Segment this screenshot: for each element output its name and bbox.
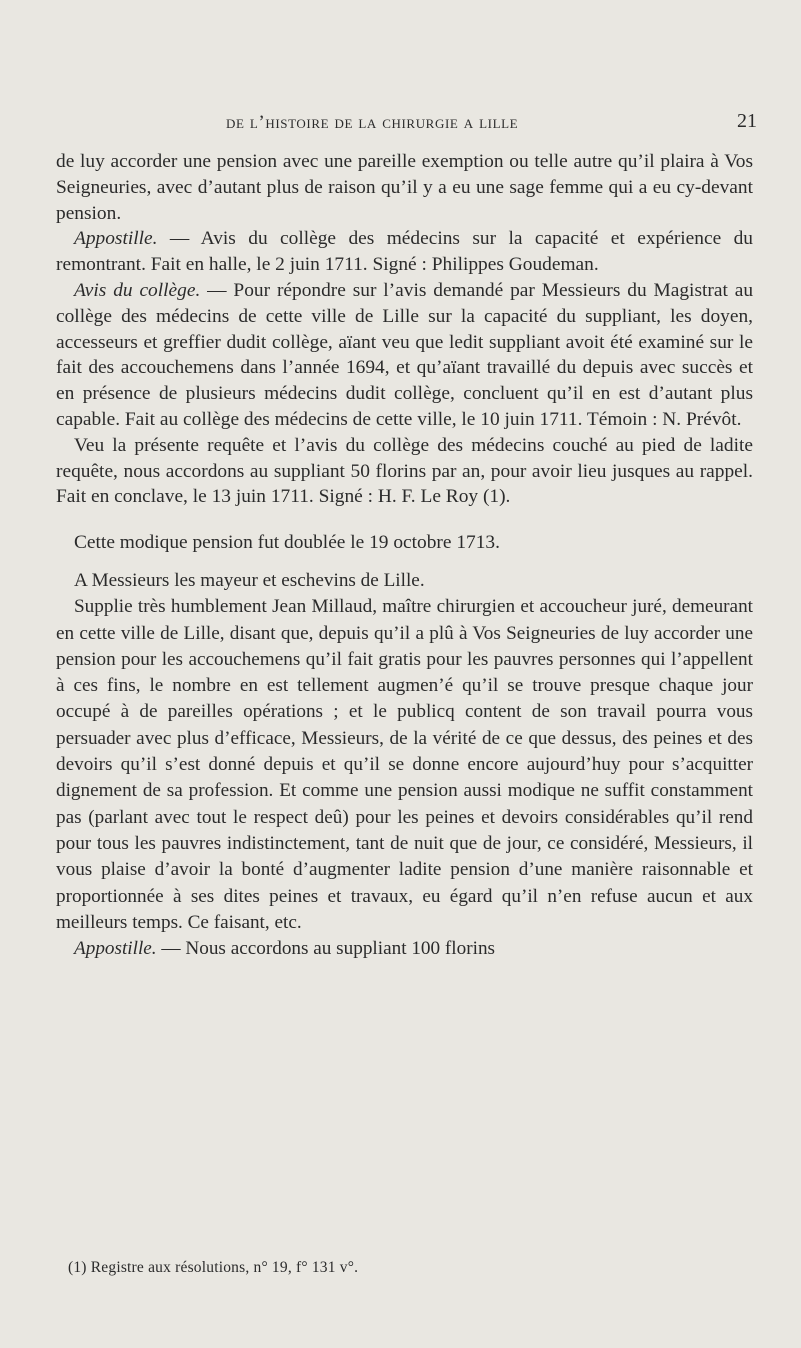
paragraph-appostille-2 bbox=[56, 936, 753, 962]
paragraph-pension-doubled: Cette modique pension fut doublée le 19 octobre 1713. bbox=[74, 532, 500, 554]
appostille-text-2: — Nous accordons au suppliant 100 florins bbox=[156, 938, 496, 960]
second-request bbox=[56, 568, 753, 962]
paragraph-address: A Messieurs les mayeur et eschevins de Lille. bbox=[74, 569, 425, 591]
appostille-label-2: Appostille. bbox=[74, 938, 157, 960]
appostille-text: — Avis du collège des médecins sur la capacité et expérience du remontrant. Fait en halle, le 2 juin 1711. Signé : Philippes Goudeman. bbox=[56, 228, 753, 276]
paragraph-decision: Veu la présente requête et l’avis du collège des médecins couché au pied de ladite requête, nous accordons au suppliant 50 florins par an, pour avoir lieu jusques au rappel. Fait en conclave, le 13 juin 1711. Signé : H. F. Le Roy (1). bbox=[56, 434, 753, 508]
running-title: de l’histoire de la chirurgie a lille bbox=[226, 112, 519, 133]
paragraph-request-end: de luy accorder une pension avec une pareille exemption ou telle autre qu’il plaira à Vos Seigneuries, avec d’autant plus de raison qu’il y a eu une sage femme qui a eu cy-devant pension. bbox=[56, 151, 753, 224]
paragraph-avis-college bbox=[56, 278, 753, 433]
appostille-label: Appostille. bbox=[74, 228, 158, 250]
avis-text: — Pour répondre sur l’avis demandé par Messieurs du Magistrat au collège des médecins de cette ville de Lille sur la capacité du suppliant, les doyen, accesseurs et greffier dudit collège, aïant veu que ledit suppliant avoit été examiné sur le fait des accouchemens dans l’année 1694, et qu’aïant travaillé du depuis avec succès et en présence de plusieurs médecins dudit collège, concluent qu’il en est d’autant plus capable. Fait au collège des médecins de cette ville, le 10 juin 1711. Témoin : N. Prévôt. bbox=[56, 279, 754, 430]
main-text bbox=[56, 149, 753, 962]
page-number: 21 bbox=[737, 110, 757, 132]
footnote: (1) Registre aux résolutions, n° 19, f° 131 v°. bbox=[68, 1259, 359, 1276]
avis-label: Avis du collège. bbox=[74, 279, 201, 301]
paragraph-supplique: Supplie très humblement Jean Millaud, maître chirurgien et accoucheur juré, demeurant en cette ville de Lille, disant que, depuis qu’il a plû à Vos Seigneuries de luy accorder une pension pour les accouchemens qu’il fait gratis pour les pauvres personnes qui l’appellent à ces fins, le nombre en est tellement augmen’é qu’il se trouve presque chaque jour occupé à de pareilles opérations ; et le publicq content de son travail pourra vous persuader avec plus d’efficace, Messieurs, de la vérité de ce que dessus, des peines et des devoirs qu’il s’est donné depuis et qu’il se donne encore aujourd’huy pour s’acquitter dignement de sa profession. Et comme une pension aussi modique ne suffit constamment pas (parlant avec tout le respect deû) pour les peines et devoirs considérables qu’il rend pour tous les pauvres indistinctement, tant de nuit que de jour, ce considéré, Messieurs, il vous plaise d’avoir la bonté d’augmenter ladite pension d’une manière raisonnable et proportionnée à ses dites peines et travaux, eu égard qu’il n’en refuse aucun et aux meilleurs temps. Ce faisant, etc. bbox=[56, 596, 753, 933]
paragraph-appostille-1 bbox=[56, 226, 753, 278]
